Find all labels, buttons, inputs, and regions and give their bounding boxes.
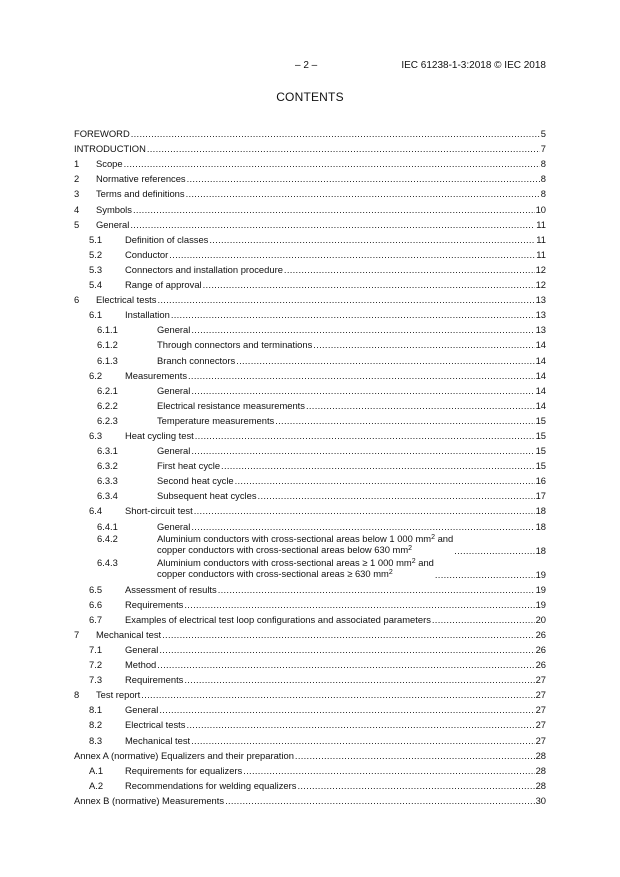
toc-entry-page: 16 <box>535 475 546 487</box>
toc-entry[interactable] <box>74 260 546 275</box>
toc-entry[interactable] <box>74 746 546 761</box>
toc-entry-title: Electrical tests <box>96 294 157 306</box>
toc-entry[interactable] <box>74 730 546 745</box>
toc-dot-leader <box>171 309 535 320</box>
toc-entry-number: 6.4.1 <box>97 520 118 532</box>
toc-entry-number: 6.3.2 <box>97 460 118 472</box>
toc-dot-leader <box>159 644 534 655</box>
toc-entry-page: 11 <box>536 218 546 230</box>
toc-dot-leader <box>186 188 540 199</box>
toc-entry[interactable] <box>74 501 546 516</box>
toc-dot-leader <box>191 385 534 396</box>
toc-entry-number: 6.7 <box>89 613 103 625</box>
toc-entry-page: 14 <box>535 384 546 396</box>
toc-entry[interactable] <box>74 791 546 806</box>
toc-entry[interactable] <box>74 366 546 381</box>
toc-entry[interactable] <box>74 516 546 531</box>
toc-entry-title: Short-circuit test <box>125 505 193 517</box>
toc-entry-number: 8.3 <box>89 734 103 746</box>
toc-entry-page: 14 <box>535 339 546 351</box>
toc-entry[interactable] <box>74 655 546 670</box>
toc-dot-leader <box>186 719 534 730</box>
toc-dot-leader <box>124 158 540 169</box>
toc-entry[interactable] <box>74 685 546 700</box>
toc-entry-number: 6.1 <box>89 309 103 321</box>
toc-entry[interactable] <box>74 184 546 199</box>
toc-entry[interactable] <box>74 486 546 501</box>
toc-dot-leader <box>275 415 534 426</box>
toc-entry-title: Mechanical test <box>96 628 162 640</box>
toc-entry-title: Through connectors and terminations <box>157 339 313 351</box>
toc-dot-leader <box>195 430 535 441</box>
toc-dot-leader <box>191 735 534 746</box>
toc-dot-leader <box>159 704 534 715</box>
toc-entry-number: 2 <box>74 173 80 185</box>
toc-entry[interactable] <box>74 715 546 730</box>
toc-entry-page: 15 <box>535 414 546 426</box>
toc-entry[interactable] <box>74 290 546 305</box>
toc-entry-title: Examples of electrical test loop configurations and associated parameters <box>125 613 431 625</box>
toc-entry-title: General <box>157 384 191 396</box>
toc-entry-title: Method <box>125 659 157 671</box>
toc-entry-title: Requirements for equalizers <box>125 764 243 776</box>
page-number: – 2 – <box>295 60 318 71</box>
toc-entry-number: A.1 <box>89 764 104 776</box>
toc-entry-title: Electrical resistance measurements <box>157 399 305 411</box>
toc-entry-page: 8 <box>540 188 546 200</box>
toc-entry-number: 4 <box>74 203 80 215</box>
toc-entry-page: 30 <box>535 794 546 806</box>
toc-entry[interactable] <box>74 700 546 715</box>
toc-entry-title: Connectors and installation procedure <box>125 263 283 275</box>
toc-dot-leader <box>187 173 540 184</box>
toc-entry-number: 7.2 <box>89 659 103 671</box>
toc-entry-number: 6.2 <box>89 369 103 381</box>
toc-entry-number: 8.1 <box>89 704 103 716</box>
document-id: IEC 61238-1-3:2018 © IEC 2018 <box>401 60 546 71</box>
toc-entry[interactable] <box>74 426 546 441</box>
toc-entry-number: 6.2.3 <box>97 414 118 426</box>
toc-entry-number: 1 <box>74 158 80 170</box>
toc-entry-title: Aluminium conductors with cross-sectional areas below 1 000 $mm^2$ and copper conductors with cross-sectional areas below 630 $mm^2$ <box>157 532 454 556</box>
toc-entry[interactable] <box>74 456 546 471</box>
toc-entry-number: 6.4 <box>89 505 103 517</box>
toc-dot-leader <box>191 521 534 532</box>
toc-entry-page: 19 <box>535 583 546 595</box>
toc-entry-page: 18 <box>535 505 546 517</box>
toc-entry[interactable] <box>74 761 546 776</box>
toc-entry-title: Requirements <box>125 598 184 610</box>
toc-entry-page: 28 <box>535 779 546 791</box>
toc-entry-page: 11 <box>536 233 546 245</box>
toc-entry[interactable] <box>74 335 546 350</box>
toc-entry[interactable] <box>74 215 546 230</box>
toc-entry[interactable] <box>74 169 546 184</box>
toc-entry[interactable] <box>74 305 546 320</box>
toc-entry-title: Definition of classes <box>125 233 209 245</box>
toc-entry[interactable] <box>74 124 546 139</box>
toc-entry-number: 6.3.4 <box>97 490 118 502</box>
toc-entry-page: 12 <box>535 279 546 291</box>
toc-dot-leader <box>141 689 534 700</box>
toc-entry-page: 19 <box>535 568 546 580</box>
toc-dot-leader <box>243 765 534 776</box>
toc-entry[interactable] <box>74 640 546 655</box>
toc-entry-page: 19 <box>535 598 546 610</box>
toc-dot-leader <box>236 355 534 366</box>
toc-dot-leader <box>297 780 534 791</box>
table-of-contents <box>74 124 546 806</box>
toc-entry-page: 14 <box>535 369 546 381</box>
toc-entry[interactable] <box>74 776 546 791</box>
toc-entry-page: 8 <box>540 173 546 185</box>
toc-entry-title: General <box>157 520 191 532</box>
toc-dot-leader <box>432 614 535 625</box>
toc-entry-number: 3 <box>74 188 80 200</box>
toc-entry[interactable] <box>74 441 546 456</box>
toc-entry-number: 7.1 <box>89 644 103 655</box>
toc-entry-number: 5.4 <box>89 279 103 291</box>
toc-entry-number: 6 <box>74 294 80 306</box>
toc-dot-leader <box>225 795 535 806</box>
toc-entry-page: 27 <box>535 674 546 686</box>
toc-entry[interactable] <box>74 556 546 580</box>
toc-entry-title: Heat cycling test <box>125 429 194 441</box>
toc-entry-title: Requirements <box>125 674 184 686</box>
toc-dot-leader <box>157 659 534 670</box>
toc-entry-title: Aluminium conductors with cross-sectional areas ≥ 1 000 $mm^2$ and copper conductors with cross-sectional areas ≥ 630 $mm^2$ <box>157 556 434 580</box>
toc-dot-leader <box>306 400 535 411</box>
toc-dot-leader <box>454 545 534 556</box>
toc-dot-leader <box>295 750 535 761</box>
toc-entry-title: General <box>125 704 159 716</box>
toc-entry-number: 6.3.3 <box>97 475 118 487</box>
toc-dot-leader <box>188 370 535 381</box>
toc-dot-leader <box>209 234 535 245</box>
toc-entry[interactable] <box>74 230 546 245</box>
toc-entry-page: 18 <box>535 544 546 556</box>
toc-entry-number: 6.1.2 <box>97 339 118 351</box>
toc-entry-page: 11 <box>536 248 546 260</box>
toc-dot-leader <box>191 445 534 456</box>
toc-entry-title: General <box>157 324 191 336</box>
toc-entry-number: 6.2.2 <box>97 399 118 411</box>
toc-dot-leader <box>133 204 535 215</box>
toc-entry-page: 28 <box>535 764 546 776</box>
toc-entry-title: Symbols <box>96 203 132 215</box>
toc-entry-page: 15 <box>535 429 546 441</box>
toc-entry[interactable] <box>74 532 546 556</box>
toc-entry-number: 6.2.1 <box>97 384 118 396</box>
toc-entry-page: 13 <box>535 324 546 336</box>
toc-entry-number: 6.6 <box>89 598 103 610</box>
toc-entry[interactable] <box>74 471 546 486</box>
toc-entry-number: 8 <box>74 689 80 701</box>
toc-entry-page: 28 <box>535 749 546 761</box>
toc-entry-page: 10 <box>535 203 546 215</box>
toc-entry[interactable] <box>74 610 546 625</box>
toc-entry-number: A.2 <box>89 779 104 791</box>
toc-entry-title: Installation <box>125 309 170 321</box>
toc-dot-leader <box>130 219 535 230</box>
toc-entry-page: 26 <box>535 628 546 640</box>
toc-entry-title: Subsequent heat cycles <box>157 490 257 502</box>
toc-entry-page: 27 <box>535 689 546 701</box>
toc-entry-title: Second heat cycle <box>157 475 234 487</box>
toc-dot-leader <box>131 128 540 139</box>
toc-entry-title: Range of approval <box>125 279 202 291</box>
toc-entry-page: 26 <box>535 659 546 671</box>
toc-entry[interactable] <box>74 580 546 595</box>
toc-entry-title: INTRODUCTION <box>74 143 146 155</box>
toc-entry-title: Terms and definitions <box>96 188 185 200</box>
toc-entry-page: 13 <box>535 309 546 321</box>
toc-entry-title: Conductor <box>125 248 169 260</box>
toc-entry[interactable] <box>74 245 546 260</box>
toc-dot-leader <box>157 294 534 305</box>
toc-entry-number: 5 <box>74 218 80 230</box>
toc-entry-title: Normative references <box>96 173 186 185</box>
toc-entry-number: 7.3 <box>89 674 103 686</box>
toc-entry-number: 8.2 <box>89 719 103 731</box>
toc-entry-number: 6.1.1 <box>97 324 118 336</box>
toc-entry-page: 14 <box>535 399 546 411</box>
toc-entry-page: 15 <box>535 460 546 472</box>
toc-dot-leader <box>313 339 534 350</box>
contents-title: CONTENTS <box>276 90 344 104</box>
toc-entry-page: 20 <box>535 613 546 625</box>
toc-entry[interactable] <box>74 411 546 426</box>
toc-entry[interactable] <box>74 275 546 290</box>
toc-entry[interactable] <box>74 670 546 685</box>
toc-entry-page: 14 <box>535 354 546 366</box>
toc-entry-title: First heat cycle <box>157 460 221 472</box>
toc-entry-title: Scope <box>96 158 123 170</box>
toc-entry[interactable] <box>74 625 546 640</box>
toc-entry-page: 8 <box>540 158 546 170</box>
toc-dot-leader <box>147 143 540 154</box>
toc-entry-number: 5.3 <box>89 263 103 275</box>
toc-entry-number: 6.5 <box>89 583 103 595</box>
toc-dot-leader <box>169 249 535 260</box>
toc-entry-number: 6.4.2 <box>97 532 118 544</box>
toc-dot-leader <box>203 279 535 290</box>
toc-entry-number: 7 <box>74 628 80 640</box>
toc-entry[interactable] <box>74 396 546 411</box>
toc-entry-title: Test report <box>96 689 141 701</box>
toc-entry[interactable] <box>74 595 546 610</box>
toc-entry-title: Electrical tests <box>125 719 186 731</box>
toc-entry-page: 13 <box>535 294 546 306</box>
toc-dot-leader <box>221 460 535 471</box>
toc-entry-page: 18 <box>535 520 546 532</box>
toc-dot-leader <box>218 584 535 595</box>
toc-entry-number: 6.3.1 <box>97 445 118 457</box>
toc-entry-title: Assessment of results <box>125 583 217 595</box>
toc-entry-page: 26 <box>535 644 546 655</box>
toc-entry-title: Recommendations for welding equalizers <box>125 779 297 791</box>
toc-entry[interactable] <box>74 154 546 169</box>
toc-entry-title: Annex B (normative) Measurements <box>74 794 225 806</box>
toc-entry-page: 17 <box>535 490 546 502</box>
toc-entry-title: FOREWORD <box>74 128 130 140</box>
toc-entry[interactable] <box>74 139 546 154</box>
toc-entry-page: 12 <box>535 263 546 275</box>
toc-entry-number: 5.2 <box>89 248 103 260</box>
toc-entry-title: General <box>157 445 191 457</box>
toc-dot-leader <box>284 264 535 275</box>
toc-dot-leader <box>184 674 534 685</box>
toc-entry-number: 5.1 <box>89 233 103 245</box>
toc-entry-title: Mechanical test <box>125 734 191 746</box>
toc-dot-leader <box>162 629 534 640</box>
toc-entry-page: 5 <box>540 128 546 140</box>
toc-dot-leader <box>184 599 534 610</box>
toc-dot-leader <box>191 324 534 335</box>
toc-entry-title: Annex A (normative) Equalizers and their preparation <box>74 749 294 761</box>
toc-entry-title: Temperature measurements <box>157 414 275 426</box>
toc-entry-page: 27 <box>535 704 546 716</box>
toc-dot-leader <box>258 490 535 501</box>
toc-entry-title: Branch connectors <box>157 354 236 366</box>
toc-entry-page: 27 <box>535 734 546 746</box>
toc-dot-leader <box>435 569 535 580</box>
toc-dot-leader <box>194 505 535 516</box>
toc-entry-number: 6.1.3 <box>97 354 118 366</box>
toc-entry-title: General <box>96 218 130 230</box>
toc-entry-title: General <box>125 644 159 655</box>
toc-entry[interactable] <box>74 381 546 396</box>
toc-entry-title: Measurements <box>125 369 188 381</box>
toc-entry[interactable] <box>74 350 546 365</box>
toc-entry-number: 6.4.3 <box>97 556 118 568</box>
toc-entry-page: 15 <box>535 445 546 457</box>
page-header <box>0 60 620 74</box>
toc-entry-number: 6.3 <box>89 429 103 441</box>
toc-dot-leader <box>235 475 535 486</box>
toc-entry[interactable] <box>74 320 546 335</box>
toc-entry-page: 7 <box>540 143 546 155</box>
toc-entry-page: 27 <box>535 719 546 731</box>
toc-entry[interactable] <box>74 199 546 214</box>
